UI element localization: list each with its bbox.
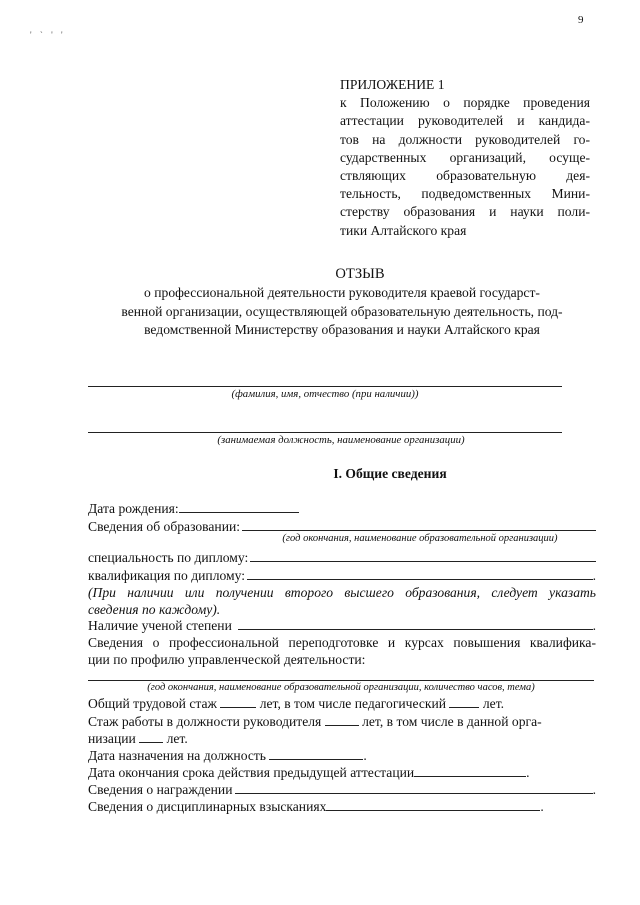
position-line[interactable] <box>88 432 562 433</box>
prev-attestation-label: Дата окончания срока действия предыдущей аттестации <box>88 765 415 780</box>
awards-field[interactable] <box>235 781 593 794</box>
fio-caption: (фамилия, имя, отчество (при наличии)) <box>231 388 419 400</box>
education-field[interactable] <box>242 518 596 531</box>
appendix-line: сударственных организаций, осуще- <box>340 149 590 165</box>
retraining-text-2: ции по профилю управленческой деятельности: <box>88 652 366 667</box>
appendix-line: тов на должности руководителей го- <box>340 131 590 147</box>
pedagogical-exp-label: лет, в том числе педагогический <box>259 696 447 711</box>
appendix-line: аттестации руководителей и кандида- <box>340 113 590 129</box>
appendix-block <box>340 76 590 240</box>
subtitle-line: венной организации, осуществляющей образовательную деятельность, под- <box>121 303 563 319</box>
appointment-row: Дата назначения на должность . <box>88 748 367 763</box>
head-exp-label: Стаж работы в должности руководителя <box>88 714 322 729</box>
scan-marks: ' ` ' ' <box>30 30 66 40</box>
appointment-field[interactable] <box>269 747 363 760</box>
subtitle-line: ведомственной Министерству образования и науки Алтайского края <box>144 322 540 337</box>
degree-row: Наличие ученой степени . <box>88 618 596 633</box>
retraining-text-1: Сведения о профессиональной переподготовке и курсах повышения квалифика- <box>88 635 596 650</box>
education-caption: (год окончания, наименование образовательной организации) <box>282 533 558 544</box>
appendix-line: ствляющих образовательную дея- <box>340 168 590 184</box>
education-label: Сведения об образовании: <box>88 519 241 534</box>
awards-row: Сведения о награждении . <box>88 782 596 797</box>
penalties-field[interactable] <box>326 798 540 811</box>
section-heading: I. Общие сведения <box>333 466 447 481</box>
fio-line[interactable] <box>88 386 562 387</box>
qualification-field[interactable] <box>247 567 593 580</box>
birth-date-label: Дата рождения: <box>88 501 179 516</box>
head-exp-field[interactable] <box>325 713 359 726</box>
total-experience-row <box>88 695 596 712</box>
retraining-caption: (год окончания, наименование образовательной организации, количество часов, тема) <box>147 682 535 693</box>
position-caption: (занимаемая должность, наименование организации) <box>217 434 465 446</box>
specialty-row <box>88 549 596 566</box>
head-experience-row <box>88 713 596 730</box>
prev-attestation-field[interactable] <box>414 764 526 777</box>
org-label: низации <box>88 731 136 746</box>
head-exp-org-label: лет, в том числе в данной орга- <box>362 714 542 729</box>
pedagogical-exp-field[interactable] <box>449 695 479 708</box>
total-exp-field[interactable] <box>220 695 256 708</box>
birth-date-row <box>88 500 596 517</box>
appendix-line: к Положению о порядке проведения <box>340 95 590 111</box>
prev-attestation-row: Дата окончания срока действия предыдущей аттестации . <box>88 765 530 780</box>
retraining-field[interactable] <box>88 680 594 681</box>
penalties-row: Сведения о дисциплинарных взысканиях . <box>88 799 544 814</box>
specialty-field[interactable] <box>250 549 596 562</box>
penalties-label: Сведения о дисциплинарных взысканиях <box>88 799 327 814</box>
awards-label: Сведения о награждении <box>88 782 233 797</box>
total-exp-label: Общий трудовой стаж <box>88 696 217 711</box>
appendix-heading: ПРИЛОЖЕНИЕ 1 <box>340 77 445 92</box>
document-title: ОТЗЫВ <box>335 266 385 282</box>
document-subtitle <box>88 284 596 340</box>
subtitle-line: о профессиональной деятельности руководителя краевой государст- <box>144 285 540 300</box>
birth-date-field[interactable] <box>179 500 299 513</box>
org-exp-field[interactable] <box>139 730 163 743</box>
second-degree-note-2: сведения по каждому). <box>88 602 221 617</box>
qualification-row: квалификация по диплому: . <box>88 568 596 583</box>
years-label: лет. <box>482 696 505 711</box>
page-number: 9 <box>578 14 584 26</box>
degree-field[interactable] <box>238 617 593 630</box>
appendix-line: тельность, подведомственных Мини- <box>340 186 590 202</box>
appendix-line: тики Алтайского края <box>340 222 467 238</box>
second-degree-note-1: (При наличии или получении второго высшего образования, следует указать <box>88 585 596 600</box>
specialty-label: специальность по диплому: <box>88 550 249 565</box>
appendix-line: стерству образования и науки поли- <box>340 204 590 220</box>
appointment-label: Дата назначения на должность <box>88 748 267 763</box>
degree-label: Наличие ученой степени <box>88 618 232 633</box>
head-experience-row-2 <box>88 730 596 747</box>
qualification-label: квалификация по диплому: <box>88 568 246 583</box>
years-label: лет. <box>166 731 188 746</box>
